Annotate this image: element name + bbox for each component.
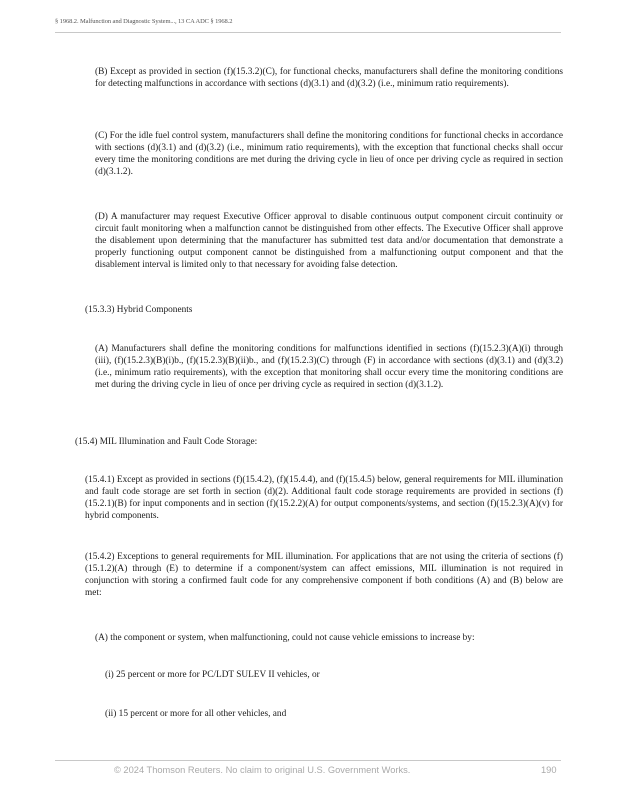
list-item-i: (i) 25 percent or more for PC/LDT SULEV II vehicles, or bbox=[105, 670, 320, 680]
running-header: § 1968.2. Malfunction and Diagnostic System..., 13 CA ADC § 1968.2 bbox=[55, 18, 233, 25]
footer-copyright: © 2024 Thomson Reuters. No claim to original U.S. Government Works. bbox=[114, 765, 411, 775]
paragraph-comp-a: (A) the component or system, when malfunctioning, could not cause vehicle emissions to increase by: bbox=[95, 633, 475, 643]
paragraph-hybrid-a: (A) Manufacturers shall define the monitoring conditions for malfunctions identified in sections (f)(15.2.3)(A)(i) through (iii), (f)(15.2.3)(B)(i)b., (f)(15.2.3)(B)(ii)b., and (f)(15.2.3)(C) through (F) in accordance with sections (d)(3.1) and (d)(3.2) (i.e., minimum ratio requirements), with the exception that monitoring shall occur every time the monitoring conditions are met during the driving cycle in lieu of once per driving cycle as required in section (d)(3.1.2). bbox=[95, 344, 563, 390]
paragraph-b: (B) Except as provided in section (f)(15.3.2)(C), for functional checks, manufacturers shall define the monitoring conditions for detecting malfunctions in accordance with sections (d)(3.1) and (d)(3.2) (i.e., minimum ratio requirements). bbox=[95, 67, 563, 89]
section-heading-15-3-3: (15.3.3) Hybrid Components bbox=[85, 305, 193, 315]
paragraph-15-4-2: (15.4.2) Exceptions to general requirements for MIL illumination. For applications that are not using the criteria of sections (f)(15.1.2)(A) through (E) to determine if a component/system can affect emissions, MIL illumination is not required in conjunction with storing a confirmed fault code for any comprehensive component if both conditions (A) and (B) below are met: bbox=[85, 552, 563, 598]
paragraph-c: (C) For the idle fuel control system, manufacturers shall define the monitoring conditions for functional checks in accordance with sections (d)(3.1) and (d)(3.2) (i.e., minimum ratio requirements), with the exception that functional checks shall occur every time the monitoring conditions are met during the driving cycle in lieu of once per driving cycle as required in section (d)(3.1.2). bbox=[95, 131, 563, 177]
list-item-ii: (ii) 15 percent or more for all other vehicles, and bbox=[105, 709, 287, 719]
paragraph-15-4-1: (15.4.1) Except as provided in sections (f)(15.4.2), (f)(15.4.4), and (f)(15.4.5) below, general requirements for MIL illumination and fault code storage are set forth in section (d)(2). Additional fault code storage requirements are provided in sections (f)(15.2.1)(B) for input components and in section (f)(15.2.2)(A) for output components/systems, and section (f)(15.2.3)(A)(v) for hybrid components. bbox=[85, 475, 563, 521]
paragraph-d: (D) A manufacturer may request Executive Officer approval to disable continuous output component circuit continuity or circuit fault monitoring when a malfunction cannot be distinguished from other effects. The Executive Officer shall approve the disablement upon determining that the manufacturer has submitted test data and/or documentation that demonstrate a properly functioning output component cannot be distinguished from a malfunctioning output component and that the disablement interval is limited only to that necessary for avoiding false detection. bbox=[95, 212, 563, 270]
page-number: 190 bbox=[541, 765, 557, 775]
section-heading-15-4: (15.4) MIL Illumination and Fault Code Storage: bbox=[75, 437, 258, 447]
header-divider bbox=[55, 32, 561, 33]
footer-divider bbox=[55, 760, 561, 761]
